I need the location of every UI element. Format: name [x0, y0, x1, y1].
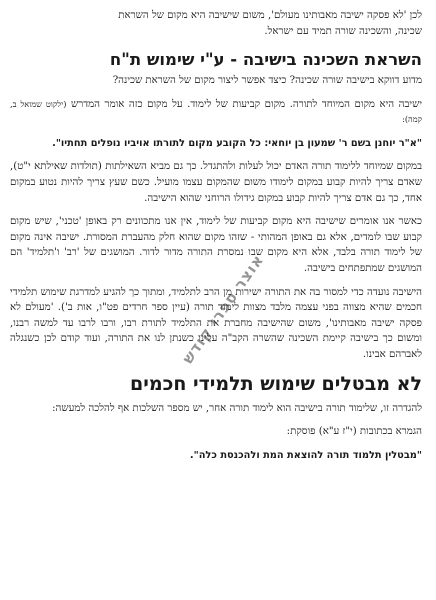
section-1-paragraph-2: במקום שמיוחד ללימוד תורה האדם יכול לעלות ולהתגדל. כך גם מביא השאילתות (תולדות שאילתא י"ט), שאדם צריך להיות קבוע במקום לימודו משום שהמקום עצמו מועיל. כשם שעץ צריך להיות נטוע במקום אחד, כך גם אדם צריך להיות קבוע במקום גידולו הרוחני שהוא הישיבה. [10, 161, 422, 204]
watermark-stamp: אוצר ספרי קודש [178, 250, 268, 368]
midrash-quote: "א"ר יוחנן בשם ר' שמעון בן יוחאי: כל הקובע מקום לתורתו אויביו נופלים תחתיו". [52, 137, 422, 149]
section-1-paragraph-4: הישיבה נועדה כדי למסור בה את התורה ישירות מן הרב לתלמיד, ומתוך כך להגיע למדרגת שימוש תלמידי חכמים שהיא מצווה בפני עצמה מלבד מצוות לימוד תורה (עיין ספר חרדים פט"ו, אות ב'). 'מעולם לא פסקה ישיבה מאבותינו', משום שהישיבה מחברת את התלמיד לתורת רבו, ורבו לרבו עד למשה רבנו, ומשום כך בישיבה קיימת השכינה שהשרה הקב"ה עלינו כשנתן לנו את התורה, ועוד קודם לכן כשנגלה לאברהם אבינו. [10, 286, 422, 360]
intro-paragraph [10, 8, 422, 39]
section-1-paragraph-1 [10, 97, 422, 128]
section-2-heading: לא מבטלים שימוש תלמידי חכמים [130, 372, 422, 395]
section-1-paragraph-3: כאשר אנו אומרים שישיבה היא מקום קביעות של לימוד, אין אנו מתכוונים רק באופן 'טכני', שיש מקום קבוע שבו לומדים, אלא גם באופן המהותי - שזהו מקום שהוא חלק מהעברת המסורת. ישיבה אינה מקום של לימוד תורה בלבד, אלא היא מקום שבו נמסרת התורה מדור לדור. המושגים של 'רב' ו'תלמיד' הם המושגים שמתפתחים בישיבה. [10, 216, 422, 275]
intro-line-2: שכינה, והשכינה שורה תמיד עם ישראל. [264, 25, 422, 37]
section-1-heading: השראת השכינה בישיבה - ע"י שימוש ת"ח [109, 50, 422, 70]
intro-line-1: לכן 'לא פסקה ישיבה מאבותינו מעולם', משום שישיבה היא מקום של השראת [118, 10, 422, 21]
gemara-quote: "מבטלין תלמוד תורה להוצאת המת ולהכנסת כלה". [189, 449, 422, 461]
section-1-paragraph-1-text: ישיבה היא מקום המיוחד לתורה. מקום קביעות של לימוד. על מקום כזה אומר המדרש [71, 98, 422, 110]
section-2-paragraph-1: להגדרה זו, שלימוד תורה בישיבה הוא לימוד תורה אחר, יש מספר השלכות אף להלכה למעשה: [52, 402, 422, 414]
section-2-paragraph-2: הגמרא בכתובות (י"ז ע"א) פוסקת: [286, 426, 422, 438]
section-1-source-citation: (ילקוט שמואל ב, קמה): [10, 98, 422, 125]
section-1-question: מדוע דווקא בישיבה שורה שכינה? כיצד אפשר ליצור מקום של השראת שכינה? [112, 75, 422, 87]
